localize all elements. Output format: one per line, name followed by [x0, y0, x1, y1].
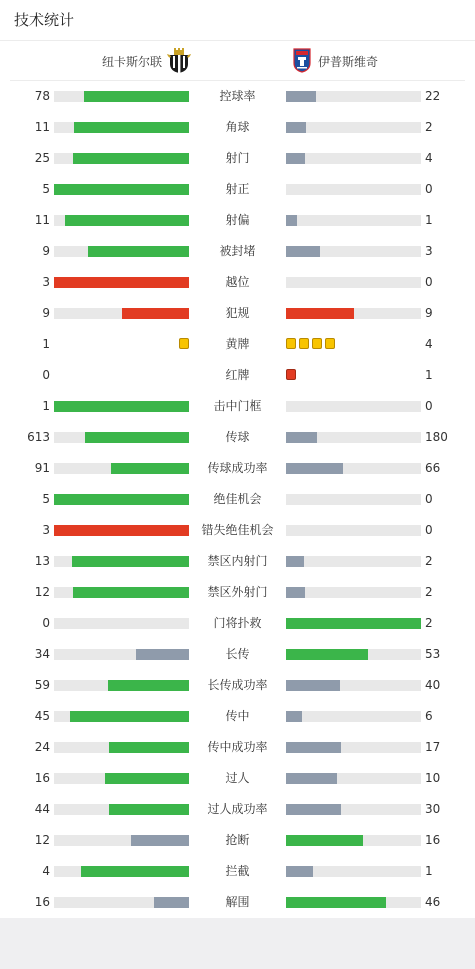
- home-value: 16: [34, 771, 50, 785]
- away-bar-track: [286, 494, 421, 505]
- home-bar-track: [54, 773, 189, 784]
- team-header: [0, 46, 475, 76]
- home-bar-track: [54, 835, 189, 846]
- away-team-name: 伊普斯维奇: [318, 54, 379, 69]
- stat-row: [0, 701, 475, 732]
- away-value: 22: [425, 89, 441, 103]
- away-bar-fill: [286, 246, 320, 257]
- stat-row: [0, 763, 475, 794]
- away-bar-track: [286, 897, 421, 908]
- away-value: 10: [425, 771, 441, 785]
- home-bar-track: [54, 401, 189, 412]
- home-value: 12: [34, 585, 50, 599]
- home-value: 3: [42, 275, 50, 289]
- home-bar-track: [54, 711, 189, 722]
- home-bar-fill: [54, 184, 189, 195]
- stat-label: 抢断: [225, 833, 250, 847]
- stat-row: [0, 825, 475, 856]
- home-bar-fill: [111, 463, 189, 474]
- stat-row: [0, 453, 475, 484]
- home-bar-fill: [81, 866, 189, 877]
- home-value: 34: [34, 647, 50, 661]
- home-bar-track: [54, 525, 189, 536]
- away-bar-fill: [286, 773, 337, 784]
- home-bar-fill: [154, 897, 189, 908]
- stat-label: 传中: [225, 709, 250, 723]
- home-bar-fill: [54, 525, 189, 536]
- ipswich-crest-icon: [292, 47, 312, 76]
- stat-label: 被封堵: [219, 244, 256, 258]
- home-bar-fill: [136, 649, 189, 660]
- stat-row: [0, 143, 475, 174]
- stat-label: 射正: [225, 182, 250, 196]
- away-bar-track: [286, 432, 421, 443]
- home-bar-track: [54, 122, 189, 133]
- home-bar-fill: [74, 122, 189, 133]
- home-bar-track: [54, 463, 189, 474]
- home-value: 5: [42, 492, 50, 506]
- yellow-card-icon: [325, 338, 335, 349]
- stat-row: [0, 267, 475, 298]
- yellow-card-icon: [299, 338, 309, 349]
- home-value: 5: [42, 182, 50, 196]
- away-value: 1: [425, 368, 433, 382]
- away-bar-track: [286, 649, 421, 660]
- stat-row: [0, 174, 475, 205]
- away-bar-track: [286, 246, 421, 257]
- home-bar-track: [54, 184, 189, 195]
- home-value: 25: [34, 151, 50, 165]
- home-bar-track: [54, 742, 189, 753]
- away-value: 4: [425, 151, 433, 165]
- stat-label: 射偏: [225, 213, 250, 227]
- bottom-gap: [0, 918, 475, 969]
- away-value: 4: [425, 337, 433, 351]
- title-divider: [0, 40, 475, 41]
- stat-label: 禁区内射门: [207, 554, 268, 568]
- away-bar-fill: [286, 463, 343, 474]
- home-value: 1: [42, 399, 50, 413]
- home-value: 1: [42, 337, 50, 351]
- away-bar-fill: [286, 587, 305, 598]
- stat-label: 角球: [225, 120, 250, 134]
- stat-row: [0, 360, 475, 391]
- home-bar-track: [54, 153, 189, 164]
- away-bar-track: [286, 680, 421, 691]
- home-bar-fill: [105, 773, 189, 784]
- away-value: 0: [425, 275, 433, 289]
- away-bar-track: [286, 215, 421, 226]
- home-value: 3: [42, 523, 50, 537]
- home-bar-fill: [109, 804, 189, 815]
- stat-row: [0, 608, 475, 639]
- away-bar-track: [286, 556, 421, 567]
- away-value: 3: [425, 244, 433, 258]
- home-bar-track: [54, 494, 189, 505]
- stat-row: [0, 236, 475, 267]
- stat-label: 错失绝佳机会: [201, 523, 274, 537]
- yellow-card-icon: [312, 338, 322, 349]
- home-bar-track: [54, 308, 189, 319]
- away-value: 46: [425, 895, 441, 909]
- home-value: 13: [34, 554, 50, 568]
- away-bar-track: [286, 184, 421, 195]
- away-bar-fill: [286, 804, 341, 815]
- stat-row: [0, 856, 475, 887]
- home-yellow-cards: [179, 338, 189, 351]
- away-bar-track: [286, 277, 421, 288]
- home-team[interactable]: [102, 46, 192, 76]
- away-bar-track: [286, 711, 421, 722]
- stat-label: 传球: [225, 430, 250, 444]
- home-value: 91: [34, 461, 50, 475]
- away-bar-fill: [286, 91, 316, 102]
- stat-row: [0, 81, 475, 112]
- away-value: 66: [425, 461, 441, 475]
- stat-row: [0, 329, 475, 360]
- away-bar-fill: [286, 153, 305, 164]
- stat-label: 拦截: [225, 864, 250, 878]
- stat-row: [0, 794, 475, 825]
- away-bar-track: [286, 587, 421, 598]
- away-bar-track: [286, 153, 421, 164]
- stat-row: [0, 391, 475, 422]
- stat-row: [0, 639, 475, 670]
- stat-label: 长传成功率: [207, 678, 268, 692]
- stat-label: 禁区外射门: [207, 585, 268, 599]
- stats-list: [0, 81, 475, 918]
- stat-row: [0, 112, 475, 143]
- home-value: 59: [34, 678, 50, 692]
- stat-label: 击中门框: [213, 399, 262, 413]
- away-value: 6: [425, 709, 433, 723]
- stat-label: 传球成功率: [207, 461, 268, 475]
- home-value: 12: [34, 833, 50, 847]
- home-value: 24: [34, 740, 50, 754]
- stat-label: 绝佳机会: [213, 492, 262, 506]
- stat-label: 黄牌: [225, 337, 250, 351]
- away-bar-track: [286, 742, 421, 753]
- away-value: 9: [425, 306, 433, 320]
- stat-row: [0, 205, 475, 236]
- away-value: 0: [425, 399, 433, 413]
- stat-row: [0, 670, 475, 701]
- away-value: 0: [425, 492, 433, 506]
- stat-label: 红牌: [225, 368, 250, 382]
- away-bar-track: [286, 525, 421, 536]
- home-bar-track: [54, 91, 189, 102]
- home-bar-track: [54, 215, 189, 226]
- away-bar-fill: [286, 122, 306, 133]
- stat-row: [0, 546, 475, 577]
- home-bar-fill: [65, 215, 189, 226]
- away-bar-fill: [286, 556, 304, 567]
- home-value: 9: [42, 244, 50, 258]
- home-bar-fill: [108, 680, 189, 691]
- stat-label: 犯规: [225, 306, 250, 320]
- stat-label: 过人: [225, 771, 250, 785]
- home-bar-track: [54, 246, 189, 257]
- away-bar-track: [286, 122, 421, 133]
- stat-label: 越位: [225, 275, 250, 289]
- stat-row: [0, 887, 475, 918]
- stat-label: 射门: [225, 151, 250, 165]
- home-value: 4: [42, 864, 50, 878]
- stat-label: 传中成功率: [207, 740, 268, 754]
- home-bar-fill: [54, 494, 189, 505]
- away-value: 180: [425, 430, 448, 444]
- stat-label: 长传: [225, 647, 250, 661]
- home-value: 11: [34, 213, 50, 227]
- home-bar-track: [54, 277, 189, 288]
- away-bar-fill: [286, 835, 363, 846]
- home-bar-fill: [88, 246, 189, 257]
- home-bar-fill: [72, 556, 189, 567]
- away-bar-fill: [286, 680, 340, 691]
- home-bar-fill: [109, 742, 189, 753]
- stat-row: [0, 577, 475, 608]
- away-bar-fill: [286, 215, 297, 226]
- home-bar-fill: [73, 587, 189, 598]
- stat-row: [0, 732, 475, 763]
- away-bar-fill: [286, 649, 368, 660]
- away-value: 2: [425, 554, 433, 568]
- away-bar-fill: [286, 866, 313, 877]
- away-bar-fill: [286, 308, 354, 319]
- away-value: 0: [425, 182, 433, 196]
- away-bar-fill: [286, 618, 421, 629]
- home-bar-track: [54, 587, 189, 598]
- away-value: 0: [425, 523, 433, 537]
- home-bar-track: [54, 556, 189, 567]
- stat-label: 门将扑救: [213, 616, 262, 630]
- away-value: 17: [425, 740, 441, 754]
- away-bar-track: [286, 308, 421, 319]
- stat-label: 控球率: [219, 89, 256, 103]
- home-bar-fill: [70, 711, 189, 722]
- yellow-card-icon: [286, 338, 296, 349]
- page-title: 技术统计: [14, 11, 75, 29]
- away-value: 30: [425, 802, 441, 816]
- away-value: 53: [425, 647, 441, 661]
- stat-row: [0, 484, 475, 515]
- home-value: 11: [34, 120, 50, 134]
- away-bar-fill: [286, 897, 386, 908]
- away-bar-track: [286, 618, 421, 629]
- newcastle-crest-icon: [166, 46, 192, 77]
- yellow-card-icon: [179, 338, 189, 349]
- home-bar-fill: [73, 153, 189, 164]
- away-value: 2: [425, 120, 433, 134]
- home-value: 16: [34, 895, 50, 909]
- home-value: 613: [27, 430, 50, 444]
- stat-label: 过人成功率: [207, 802, 268, 816]
- away-bar-track: [286, 804, 421, 815]
- away-bar-track: [286, 91, 421, 102]
- away-bar-track: [286, 866, 421, 877]
- away-value: 1: [425, 864, 433, 878]
- away-bar-track: [286, 463, 421, 474]
- away-red-cards: [286, 369, 296, 382]
- away-bar-track: [286, 401, 421, 412]
- away-team[interactable]: [292, 46, 378, 76]
- home-value: 45: [34, 709, 50, 723]
- away-bar-track: [286, 835, 421, 846]
- home-value: 9: [42, 306, 50, 320]
- home-value: 44: [34, 802, 50, 816]
- home-bar-track: [54, 618, 189, 629]
- stat-row: [0, 298, 475, 329]
- away-value: 2: [425, 616, 433, 630]
- home-bar-fill: [54, 277, 189, 288]
- away-value: 40: [425, 678, 441, 692]
- stat-row: [0, 515, 475, 546]
- away-value: 2: [425, 585, 433, 599]
- home-bar-fill: [131, 835, 189, 846]
- home-bar-track: [54, 866, 189, 877]
- home-bar-track: [54, 432, 189, 443]
- home-value: 0: [42, 616, 50, 630]
- home-bar-fill: [122, 308, 190, 319]
- away-bar-fill: [286, 711, 302, 722]
- away-bar-track: [286, 773, 421, 784]
- home-value: 78: [34, 89, 50, 103]
- stat-row: [0, 422, 475, 453]
- home-bar-track: [54, 897, 189, 908]
- home-bar-fill: [54, 401, 189, 412]
- home-bar-fill: [85, 432, 189, 443]
- stat-label: 解围: [225, 895, 250, 909]
- away-bar-fill: [286, 742, 341, 753]
- home-bar-track: [54, 680, 189, 691]
- away-yellow-cards: [286, 338, 335, 351]
- home-bar-fill: [84, 91, 189, 102]
- home-bar-track: [54, 649, 189, 660]
- red-card-icon: [286, 369, 296, 380]
- home-team-name: 纽卡斯尔联: [102, 54, 163, 69]
- away-value: 16: [425, 833, 441, 847]
- home-bar-track: [54, 804, 189, 815]
- away-bar-fill: [286, 432, 317, 443]
- away-value: 1: [425, 213, 433, 227]
- home-value: 0: [42, 368, 50, 382]
